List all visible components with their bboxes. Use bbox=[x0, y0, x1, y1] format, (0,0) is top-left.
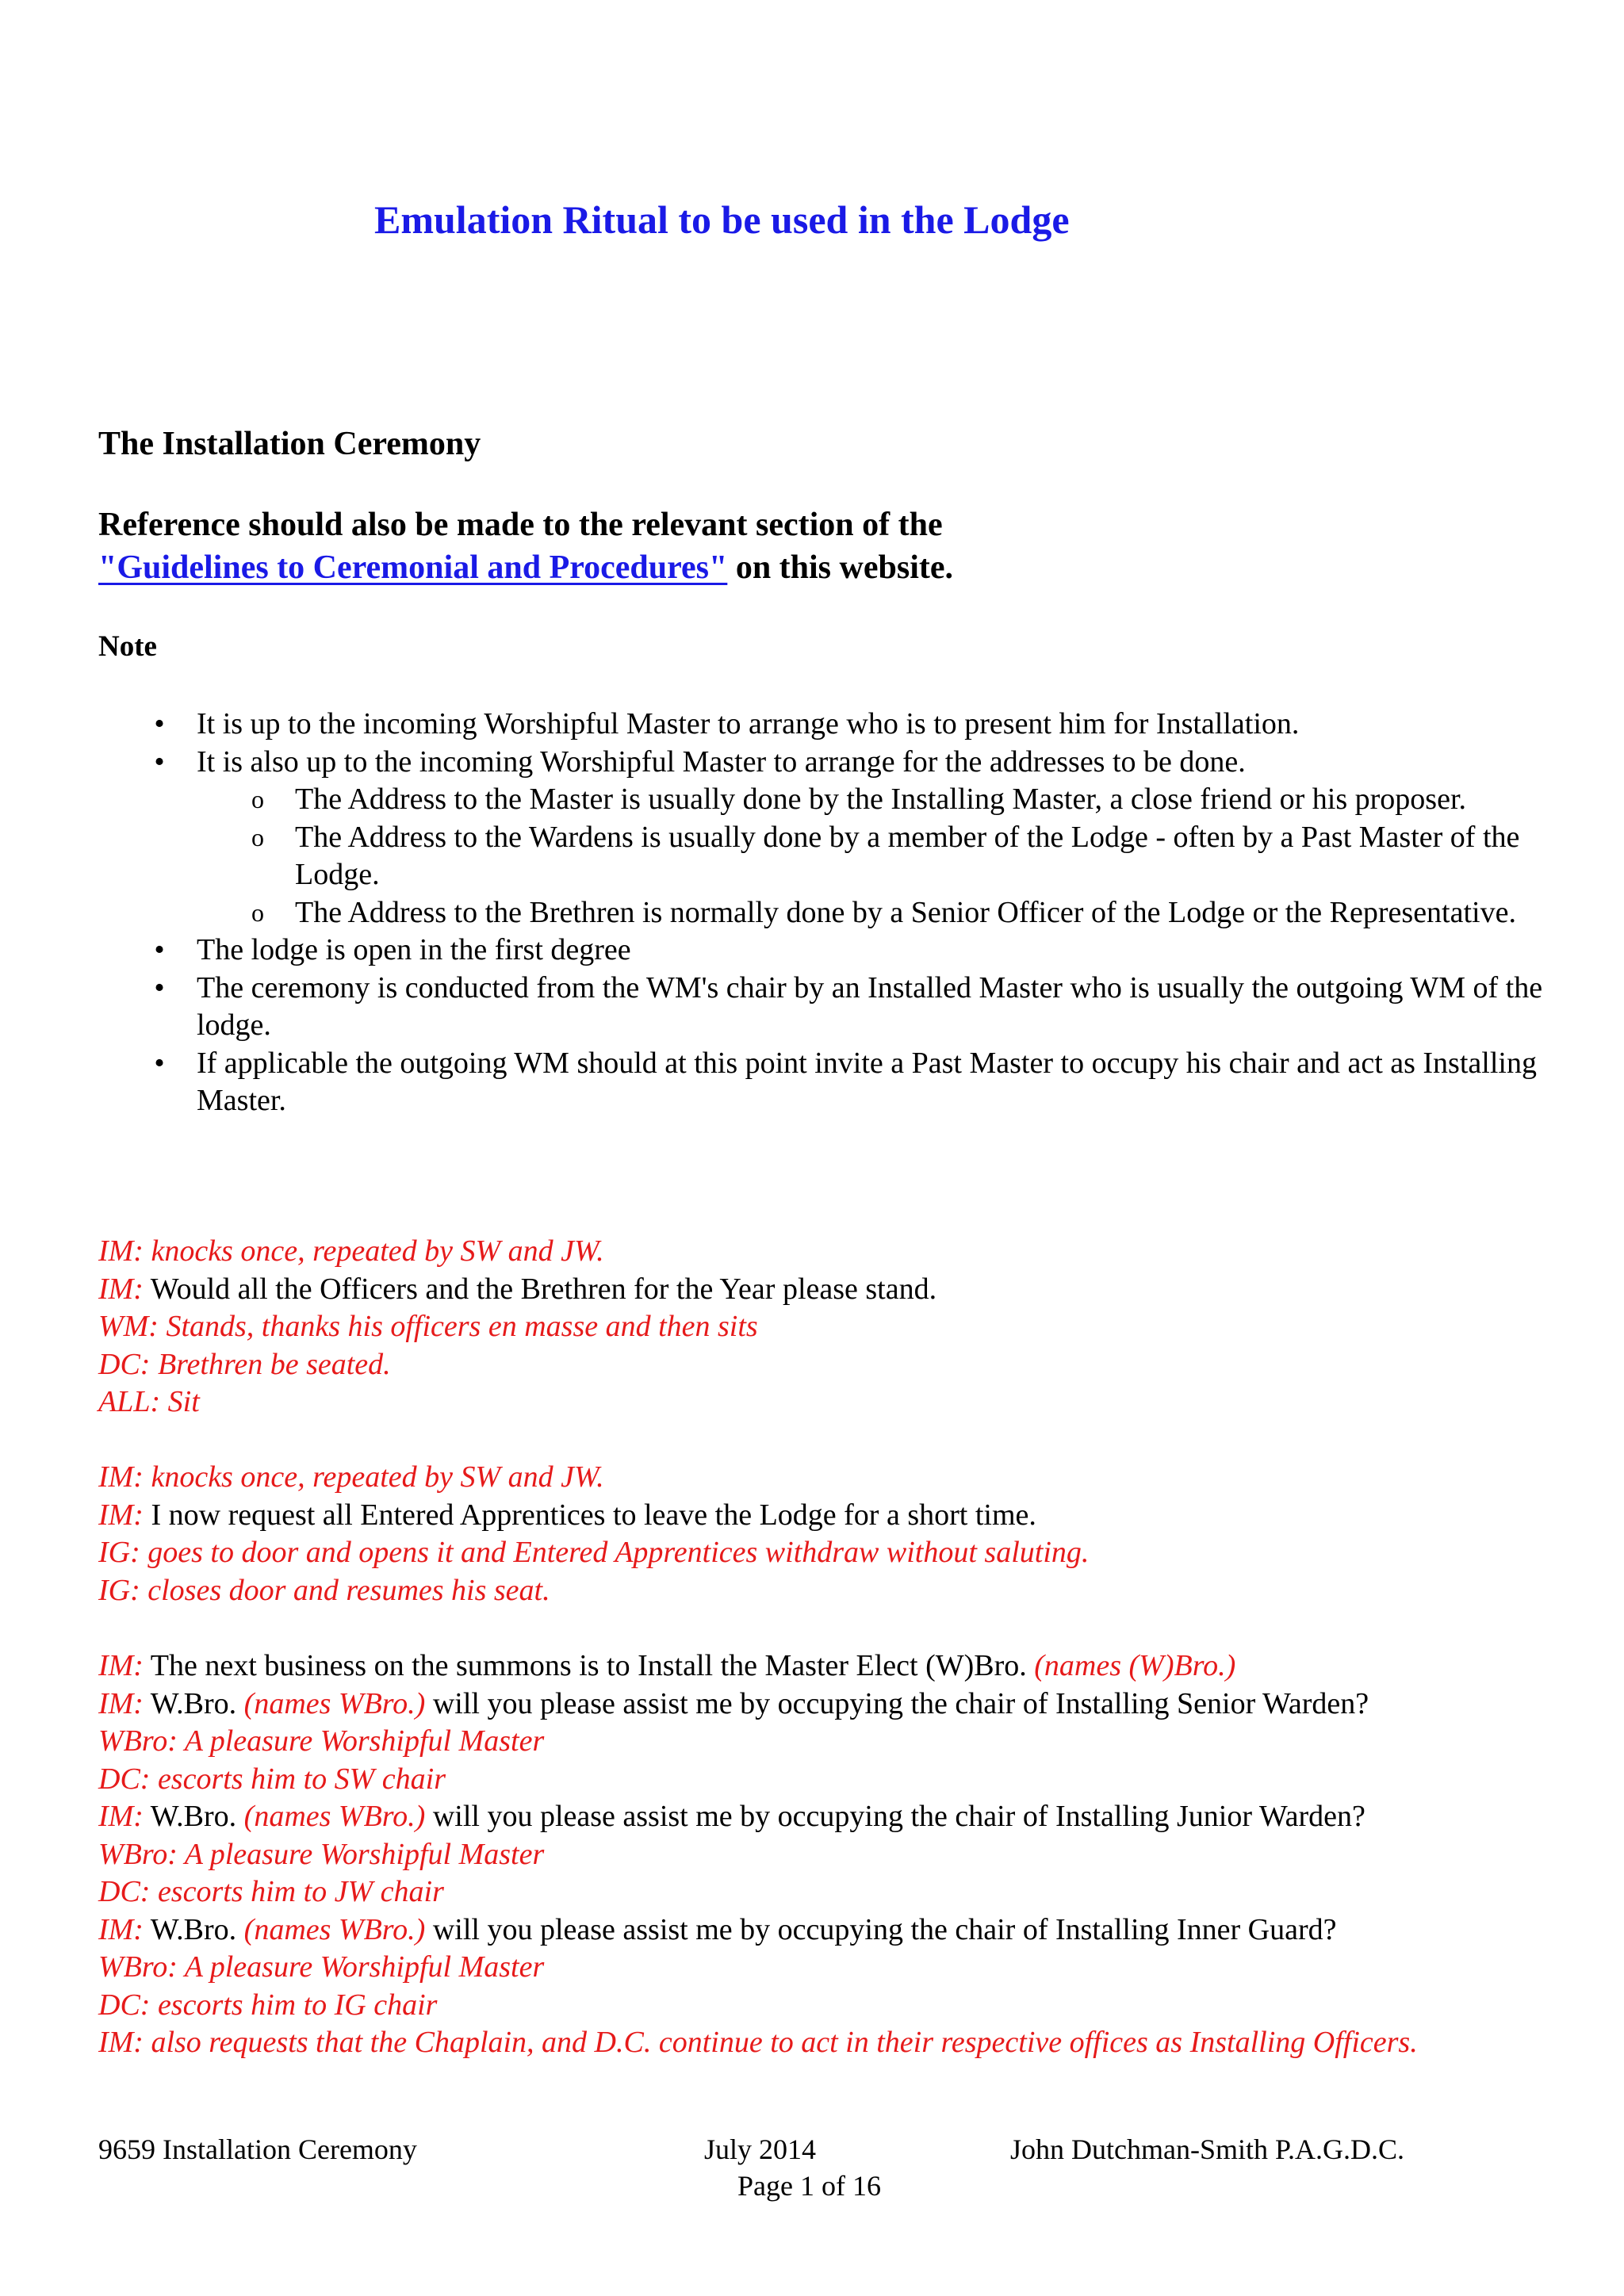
reference-suffix: on this website. bbox=[727, 549, 954, 586]
sub-list-item bbox=[147, 819, 1543, 894]
ritual-block-officers bbox=[98, 1647, 1557, 2062]
ritual-line: IM: knocks once, repeated by SW and JW. bbox=[98, 1234, 604, 1268]
ritual-line: WBro: A pleasure Worshipful Master bbox=[98, 1950, 545, 1984]
ritual-line: IG: closes door and resumes his seat. bbox=[98, 1573, 550, 1607]
ritual-line bbox=[98, 1798, 1557, 1836]
list-item bbox=[147, 744, 1543, 782]
ritual-line bbox=[98, 1497, 1557, 1535]
note-label: Note bbox=[98, 630, 157, 663]
bullet-icon: • bbox=[154, 707, 165, 740]
speaker: IM: bbox=[98, 1649, 144, 1682]
guidelines-link[interactable]: "Guidelines to Ceremonial and Procedures" bbox=[98, 549, 728, 586]
list-item-text: It is also up to the incoming Worshipful Master to arrange for the addresses to be done. bbox=[197, 744, 1246, 779]
stage-note: (names WBro.) bbox=[243, 1912, 426, 1946]
footer-date: July 2014 bbox=[704, 2133, 817, 2165]
speaker: IM: bbox=[98, 1498, 144, 1532]
spoken-text: will you please assist me by occupying the chair of Installing Junior Warden? bbox=[425, 1800, 1365, 1833]
speaker: IM: bbox=[98, 1800, 144, 1833]
ritual-line: DC: Brethren be seated. bbox=[98, 1347, 391, 1381]
spoken-text: Would all the Officers and the Brethren for the Year please stand. bbox=[143, 1272, 937, 1306]
bullet-icon: • bbox=[154, 970, 165, 1004]
circle-bullet-icon: o bbox=[251, 785, 264, 813]
list-item bbox=[147, 1045, 1543, 1120]
reference-line-2 bbox=[98, 549, 953, 587]
speaker: IM: bbox=[98, 1272, 144, 1306]
sub-list-item bbox=[147, 894, 1543, 932]
list-item bbox=[147, 970, 1543, 1045]
spoken-text: W.Bro. bbox=[143, 1686, 244, 1720]
ritual-line bbox=[98, 1911, 1557, 1950]
ritual-block-stand bbox=[98, 1233, 1557, 1422]
ritual-line: WBro: A pleasure Worshipful Master bbox=[98, 1724, 545, 1758]
list-item-text: The ceremony is conducted from the WM's chair by an Installed Master who is usually the outgoing WM of the lodge. bbox=[197, 970, 1543, 1042]
ritual-line: IG: goes to door and opens it and Entered Apprentices withdraw without saluting. bbox=[98, 1536, 1090, 1569]
ritual-line bbox=[98, 1686, 1557, 1724]
stage-note: (names (W)Bro.) bbox=[1034, 1649, 1236, 1682]
ritual-line: IM: knocks once, repeated by SW and JW. bbox=[98, 1460, 604, 1494]
ritual-line: WBro: A pleasure Worshipful Master bbox=[98, 1837, 545, 1871]
list-item bbox=[147, 706, 1543, 744]
ritual-line bbox=[98, 1271, 1557, 1309]
spoken-text: will you please assist me by occupying the chair of Installing Inner Guard? bbox=[425, 1912, 1337, 1946]
sub-list-item-text: The Address to the Wardens is usually done by a member of the Lodge - often by a Past Master of the Lodge. bbox=[295, 820, 1520, 891]
circle-bullet-icon: o bbox=[251, 897, 264, 927]
ritual-block-apprentices bbox=[98, 1459, 1557, 1609]
spoken-text: The next business on the summons is to Install the Master Elect (W)Bro. bbox=[143, 1649, 1035, 1682]
bullet-icon: • bbox=[154, 1046, 165, 1080]
sub-list-item-text: The Address to the Brethren is normally done by a Senior Officer of the Lodge or the Representative. bbox=[295, 895, 1516, 929]
list-item-text: It is up to the incoming Worshipful Master to arrange who is to present him for Installation. bbox=[197, 707, 1300, 740]
stage-note: (names WBro.) bbox=[243, 1686, 426, 1720]
ritual-line: DC: escorts him to SW chair bbox=[98, 1762, 446, 1796]
reference-line: Reference should also be made to the relevant section of the bbox=[98, 507, 943, 543]
footer-document-id: 9659 Installation Ceremony bbox=[98, 2133, 417, 2165]
ritual-line: DC: escorts him to IG chair bbox=[98, 1988, 438, 2022]
section-heading: The Installation Ceremony bbox=[98, 426, 481, 462]
spoken-text: will you please assist me by occupying the chair of Installing Senior Warden? bbox=[425, 1686, 1369, 1720]
spoken-text: W.Bro. bbox=[143, 1912, 244, 1946]
list-item bbox=[147, 932, 1543, 970]
bullet-icon: • bbox=[154, 744, 165, 779]
stage-note: (names WBro.) bbox=[243, 1800, 426, 1833]
ritual-line: IM: also requests that the Chaplain, and D.C. continue to act in their respective offices as Installing Officers. bbox=[98, 2026, 1418, 2059]
ritual-line: DC: escorts him to JW chair bbox=[98, 1875, 444, 1908]
speaker: IM: bbox=[98, 1686, 144, 1720]
ritual-line: ALL: Sit bbox=[98, 1385, 200, 1418]
sub-list-item bbox=[147, 781, 1543, 819]
list-item-text: The lodge is open in the first degree bbox=[197, 933, 631, 966]
circle-bullet-icon: o bbox=[251, 822, 264, 851]
page-number: Page 1 of 16 bbox=[737, 2170, 881, 2202]
speaker: IM: bbox=[98, 1912, 144, 1946]
bullet-icon: • bbox=[154, 933, 165, 966]
spoken-text: W.Bro. bbox=[143, 1800, 244, 1833]
ritual-line bbox=[98, 1647, 1557, 1686]
footer-author: John Dutchman-Smith P.A.G.D.C. bbox=[1010, 2133, 1405, 2165]
notes-list bbox=[147, 706, 1543, 1120]
sub-list-item-text: The Address to the Master is usually done by the Installing Master, a close friend or his proposer. bbox=[295, 783, 1467, 816]
spoken-text: I now request all Entered Apprentices to leave the Lodge for a short time. bbox=[143, 1498, 1036, 1532]
ritual-line: WM: Stands, thanks his officers en masse and then sits bbox=[98, 1310, 758, 1343]
list-item-text: If applicable the outgoing WM should at this point invite a Past Master to occupy his chair and act as Installing Master. bbox=[197, 1046, 1537, 1117]
document-title: Emulation Ritual to be used in the Lodge bbox=[374, 197, 1070, 242]
